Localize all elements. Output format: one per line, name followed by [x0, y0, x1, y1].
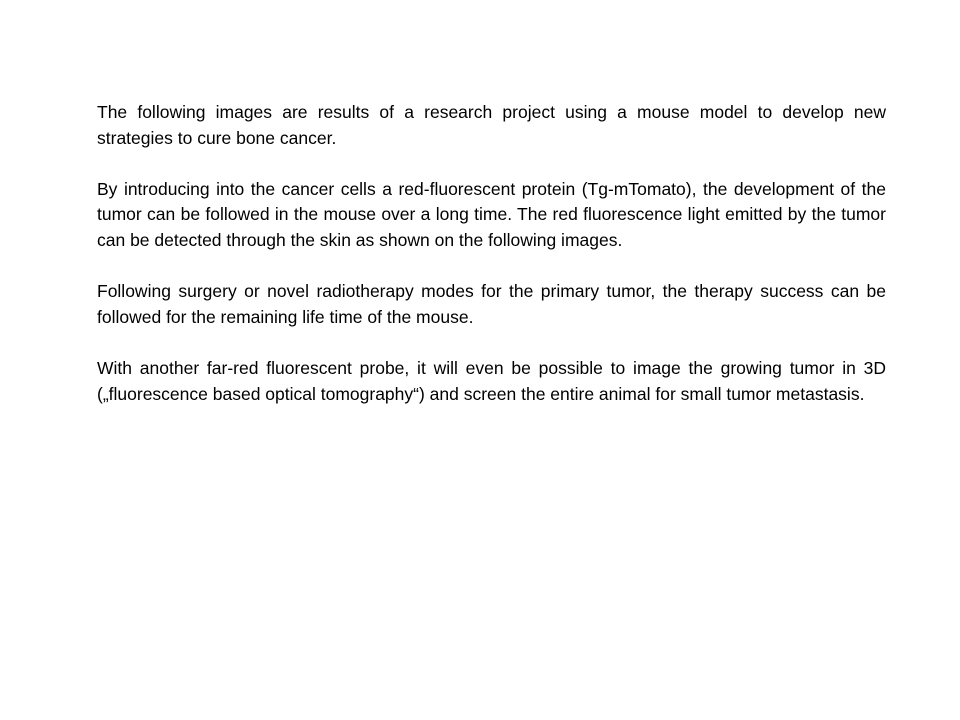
- paragraph-intro: The following images are results of a research project using a mouse model to develop new strategies to cure bone cancer.: [97, 102, 886, 148]
- document-body: [97, 100, 886, 433]
- paragraph-fluorescent-protein: By introducing into the cancer cells a red-fluorescent protein (Tg-mTomato), the development of the tumor can be followed in the mouse over a long time. The red fluorescence light emitted by the tumor can be detected through the skin as shown on the following images.: [97, 178, 886, 250]
- paragraph-therapy-followup: Following surgery or novel radiotherapy modes for the primary tumor, the therapy success can be followed for the remaining life time of the mouse.: [97, 281, 886, 327]
- paragraph-3d-imaging: With another far-red fluorescent probe, it will even be possible to image the growing tumor in 3D („fluorescence based optical tomography“) and screen the entire animal for small tumor metastasis.: [97, 357, 886, 404]
